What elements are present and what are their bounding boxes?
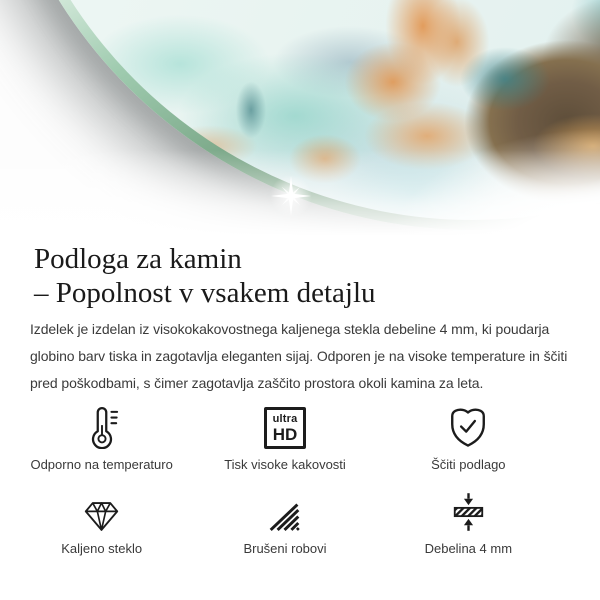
product-description-text: Izdelek je izdelan iz visokokakovostnega kaljenega stekla debeline 4 mm, ki poudarja globino barv tiska in zagotavlja eleganten sijaj. Odporen je na visoke temperature in ščiti pred poškodbami, s čimer zagotavlja zaščito prostora okoli kamina za leta.: [30, 321, 568, 391]
sparkle-icon: [269, 174, 313, 218]
feature-label: Debelina 4 mm: [424, 541, 513, 556]
hero-fade-overlay-right: [320, 0, 600, 236]
thermometer-icon: [85, 405, 119, 449]
page-title-line1: Podloga za kamin: [34, 243, 242, 275]
feature-grid: [0, 405, 600, 557]
compressed-thickness-icon: [452, 489, 485, 533]
feature-label: Ščiti podlago: [431, 457, 506, 472]
feature-label: Tisk visoke kakovosti: [224, 457, 346, 472]
feature-polished-edges: [193, 489, 376, 557]
feature-protects-surface: [377, 405, 560, 473]
ultra-hd-badge-top: ultra: [272, 412, 298, 425]
feature-label: Odporno na temperaturo: [30, 457, 173, 472]
page-title-line2: – Popolnost v vsakem detajlu: [34, 277, 376, 309]
feature-heat-resistant: [10, 405, 193, 473]
brushed-edges-icon: [267, 489, 302, 533]
feature-label: Kaljeno steklo: [61, 541, 143, 556]
feature-thickness: [377, 489, 560, 557]
product-description-block: [0, 242, 600, 397]
shield-check-icon: [446, 405, 490, 449]
page-title: [34, 242, 570, 310]
ultra-hd-icon: [264, 405, 306, 449]
diamond-icon: [83, 489, 120, 533]
feature-label: Brušeni robovi: [243, 541, 327, 556]
ultra-hd-badge-bottom: HD: [272, 424, 298, 444]
feature-tempered-glass: [10, 489, 193, 557]
product-hero-image: [0, 0, 600, 236]
feature-print-quality: [193, 405, 376, 473]
